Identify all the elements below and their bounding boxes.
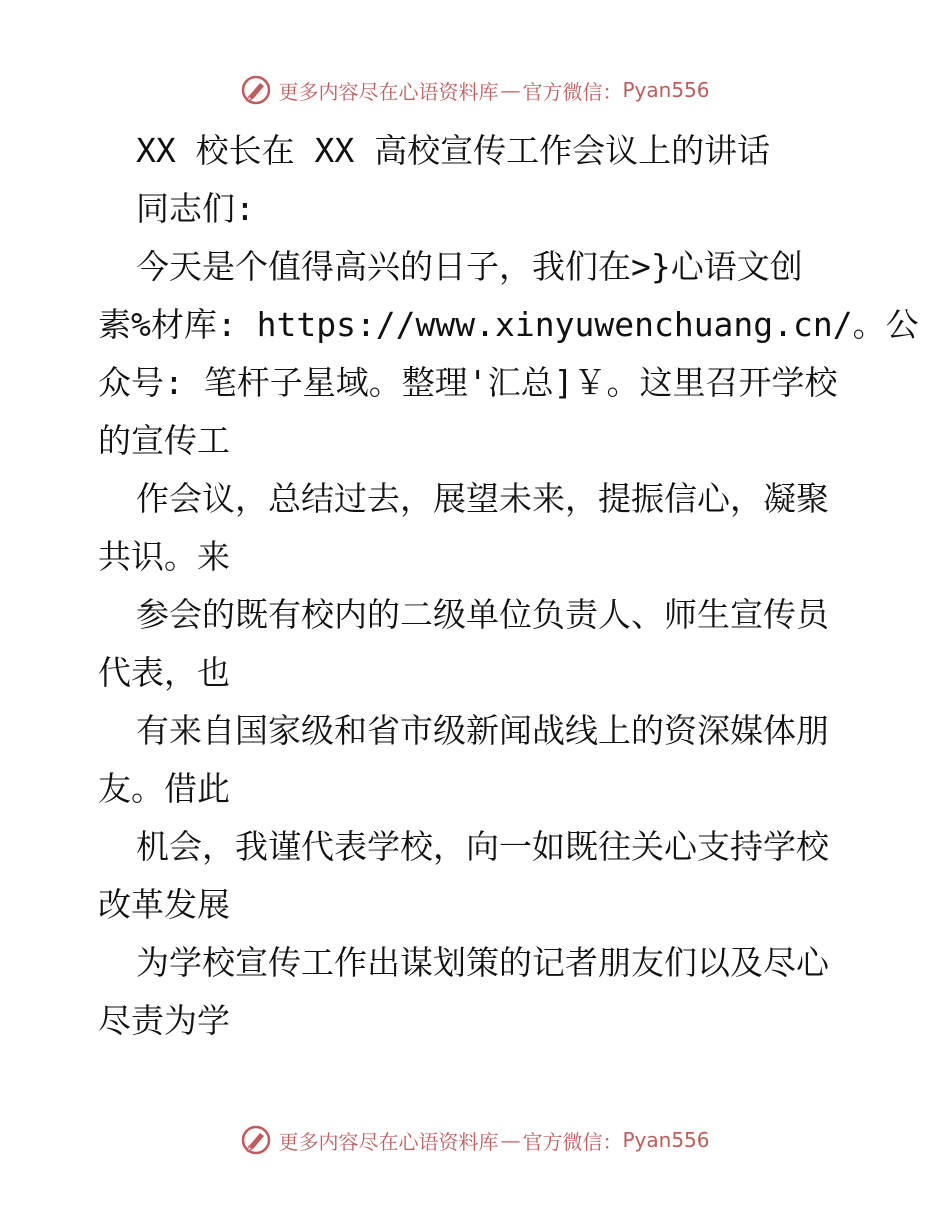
document-title: XX 校长在 XX 高校宣传工作会议上的讲话 [136, 131, 771, 170]
body-line: 素%材库: https://www.xinyuwenchuang.cn/。公 [98, 305, 919, 344]
body-line: 机会，我谨代表学校，向一如既往关心支持学校 [136, 827, 829, 866]
salutation: 同志们: [136, 189, 255, 228]
body-line: 代表，也 [98, 653, 230, 692]
document-body [98, 122, 919, 1050]
banner-wechat-label: 官方微信： [522, 1129, 623, 1154]
body-line: 友。借此 [98, 769, 230, 808]
body-line: 有来自国家级和省市级新闻战线上的资深媒体朋 [136, 711, 829, 750]
pen-logo-icon [240, 1124, 272, 1156]
body-line: 的宣传工 [98, 421, 230, 460]
body-line: 今天是个值得高兴的日子，我们在>}心语文创 [136, 247, 803, 286]
banner-brand-text: 更多内容尽在心语资料库 [278, 79, 499, 104]
footer-banner [0, 1120, 950, 1160]
body-line: 作会议，总结过去，展望未来，提振信心，凝聚 [136, 479, 829, 518]
header-banner [0, 70, 950, 110]
banner-brand-text: 更多内容尽在心语资料库 [278, 1129, 499, 1154]
banner-dash: — [500, 1128, 521, 1152]
body-line: 参会的既有校内的二级单位负责人、师生宣传员 [136, 595, 829, 634]
body-line: 为学校宣传工作出谋划策的记者朋友们以及尽心 [136, 943, 829, 982]
pen-logo-icon [240, 74, 272, 106]
banner-wechat-account: Pyan556 [622, 1128, 710, 1152]
body-line: 众号: 笔杆子星域。整理'汇总]￥。这里召开学校 [98, 363, 838, 402]
banner-wechat-account: Pyan556 [622, 78, 710, 102]
banner-dash: — [500, 78, 521, 102]
banner-wechat-label: 官方微信： [522, 79, 623, 104]
body-line: 尽责为学 [98, 1001, 230, 1040]
body-line: 共识。来 [98, 537, 230, 576]
body-line: 改革发展 [98, 885, 230, 924]
